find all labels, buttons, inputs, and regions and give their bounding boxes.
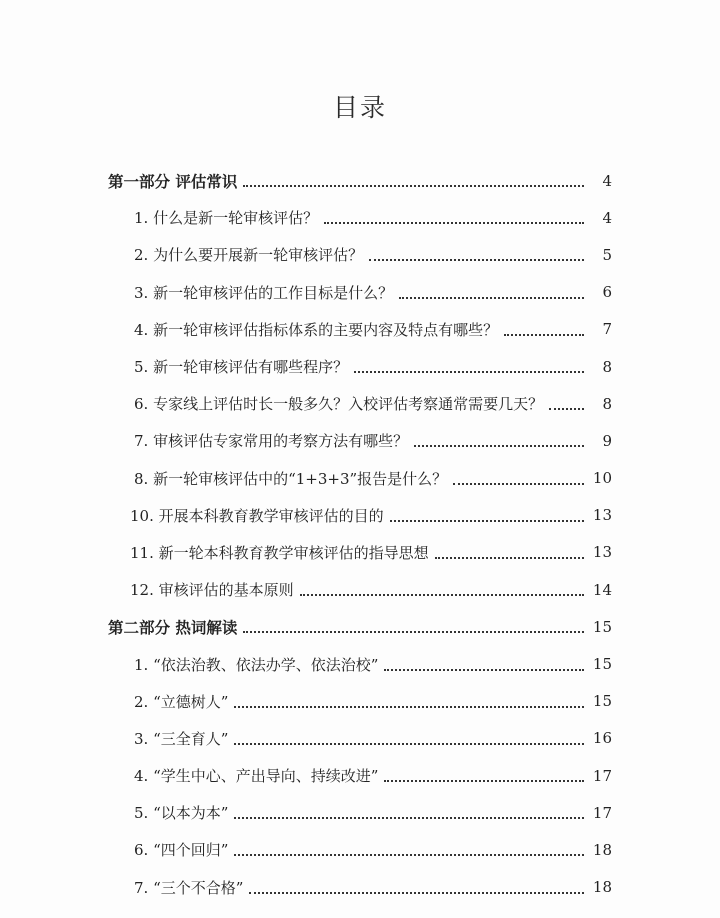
toc-page-number: 15 <box>592 692 612 711</box>
dot-leader <box>504 333 584 336</box>
toc-entry-label: 3. “三全育人” <box>134 729 229 748</box>
toc-entry[interactable] <box>0 757 720 794</box>
dot-leader <box>399 296 584 299</box>
dot-leader <box>390 519 584 522</box>
dot-leader <box>249 891 584 894</box>
toc-page-number: 6 <box>602 283 612 302</box>
dot-leader <box>300 593 584 596</box>
toc-page-number: 4 <box>602 208 612 227</box>
toc-entry-label: 12. 审核评估的基本原则 <box>130 581 294 600</box>
toc-entry-label: 5. “以本为本” <box>134 804 229 823</box>
toc-page-number: 18 <box>592 840 612 859</box>
toc-entry[interactable] <box>0 460 720 497</box>
dot-leader <box>234 742 584 745</box>
toc-entry-label: 7. “三个不合格” <box>134 878 244 897</box>
toc-section-label: 第二部分 热词解读 <box>108 617 238 637</box>
toc-entry-label: 7. 审核评估专家常用的考察方法有哪些？ <box>134 432 409 451</box>
toc-section-label: 第一部分 评估常识 <box>108 171 238 191</box>
toc-page-number: 15 <box>592 655 612 674</box>
toc-entry[interactable] <box>0 348 720 385</box>
toc-page-number: 8 <box>602 394 612 413</box>
toc-page-number: 8 <box>602 357 612 376</box>
dot-leader <box>453 482 584 485</box>
toc-entry-label: 3. 新一轮审核评估的工作目标是什么？ <box>134 283 394 302</box>
toc-entry[interactable] <box>0 311 720 348</box>
dot-leader <box>234 705 584 708</box>
table-of-contents <box>0 162 720 906</box>
toc-page-number: 13 <box>592 506 612 525</box>
toc-entry-label: 11. 新一轮本科教育教学审核评估的指导思想 <box>130 543 429 562</box>
dot-leader <box>369 258 584 261</box>
dot-leader <box>243 184 584 187</box>
toc-page-number: 17 <box>592 766 612 785</box>
toc-section-1[interactable] <box>0 162 720 199</box>
toc-entry[interactable] <box>0 534 720 571</box>
toc-entry-label: 6. 专家线上评估时长一般多久？入校评估考察通常需要几天？ <box>134 395 544 414</box>
toc-entry[interactable] <box>0 683 720 720</box>
toc-entry-label: 10. 开展本科教育教学审核评估的目的 <box>130 506 384 525</box>
dot-leader <box>435 556 584 559</box>
toc-entry[interactable] <box>0 869 720 906</box>
dot-leader <box>414 444 584 447</box>
toc-page-number: 9 <box>602 431 612 450</box>
toc-entry[interactable] <box>0 385 720 422</box>
toc-entry-label: 8. 新一轮审核评估中的“1+3+3”报告是什么？ <box>134 469 448 488</box>
dot-leader <box>234 816 584 819</box>
toc-entry-label: 2. 为什么要开展新一轮审核评估？ <box>134 246 364 265</box>
toc-page-number: 14 <box>592 580 612 599</box>
toc-entry-label: 2. “立德树人” <box>134 692 229 711</box>
toc-page-number: 16 <box>592 729 612 748</box>
toc-entry[interactable] <box>0 645 720 682</box>
toc-entry[interactable] <box>0 571 720 608</box>
toc-page-number: 5 <box>602 245 612 264</box>
toc-page-number: 17 <box>592 803 612 822</box>
dot-leader <box>354 370 584 373</box>
toc-page-number: 4 <box>602 171 612 190</box>
dot-leader <box>324 221 584 224</box>
page-title: 目录 <box>332 93 387 122</box>
toc-page-number: 18 <box>592 878 612 897</box>
dot-leader <box>384 779 584 782</box>
toc-entry[interactable] <box>0 720 720 757</box>
dot-leader <box>243 630 584 633</box>
toc-section-2[interactable] <box>0 608 720 645</box>
toc-entry[interactable] <box>0 274 720 311</box>
toc-entry-label: 5. 新一轮审核评估有哪些程序？ <box>134 358 349 377</box>
toc-entry[interactable] <box>0 236 720 273</box>
toc-entry[interactable] <box>0 794 720 831</box>
dot-leader <box>234 853 584 856</box>
toc-entry[interactable] <box>0 199 720 236</box>
toc-entry-label: 6. “四个回归” <box>134 841 229 860</box>
toc-entry-label: 4. “学生中心、产出导向、持续改进” <box>134 767 379 786</box>
toc-entry[interactable] <box>0 497 720 534</box>
toc-page-number: 15 <box>592 617 612 636</box>
toc-page-number: 10 <box>592 469 612 488</box>
toc-entry[interactable] <box>0 422 720 459</box>
dot-leader <box>549 407 584 410</box>
toc-entry[interactable] <box>0 831 720 868</box>
toc-page-number: 7 <box>602 320 612 339</box>
toc-entry-label: 1. “依法治教、依法办学、依法治校” <box>134 655 379 674</box>
toc-entry-label: 1. 什么是新一轮审核评估？ <box>134 209 319 228</box>
dot-leader <box>384 668 584 671</box>
toc-entry-label: 4. 新一轮审核评估指标体系的主要内容及特点有哪些？ <box>134 320 499 339</box>
toc-page-number: 13 <box>592 543 612 562</box>
